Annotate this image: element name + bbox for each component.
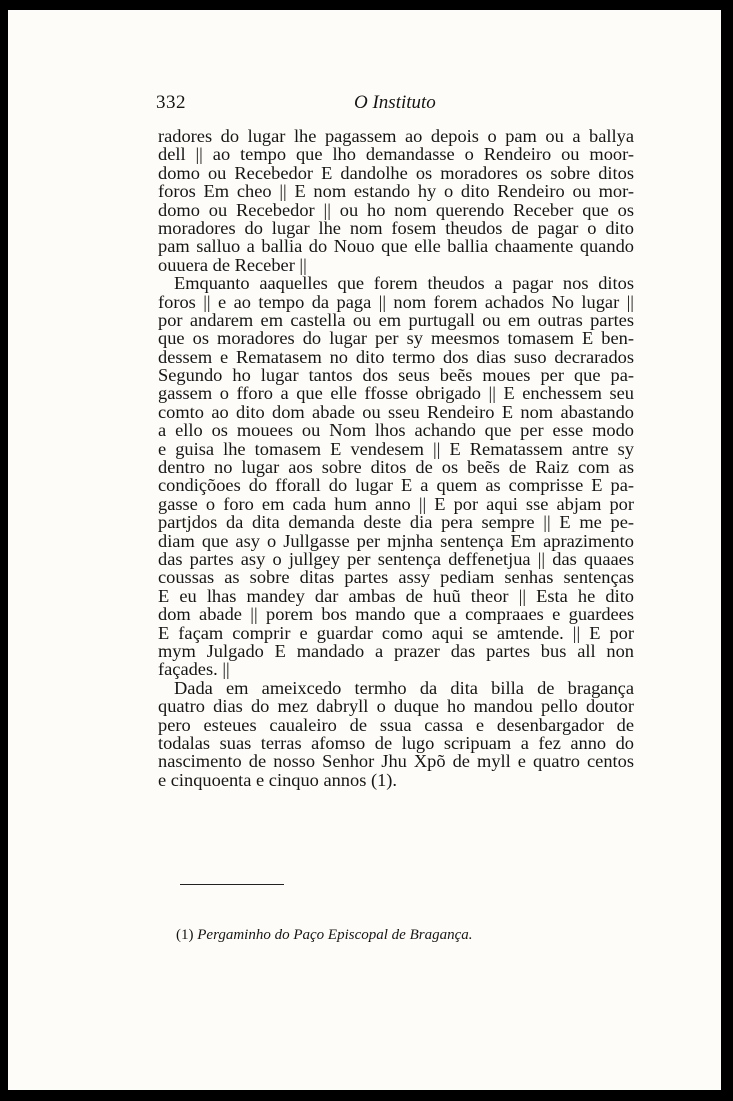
text-line: foros Em cheo || E nom estando hy o dito Rendeiro ou mor-: [158, 181, 634, 202]
text-line: domo ou Recebedor || ou ho nom querendo Receber que os: [158, 199, 634, 220]
text-line: por andarem em castella ou em purtugall ou em outras partes: [158, 309, 634, 330]
text-line: pero esteues caualeiro de ssua cassa e desenbargador de: [158, 714, 634, 735]
text-line: e cinquoenta e cinquo annos (1).: [158, 769, 397, 790]
text-line: partjdos da dita demanda deste dia pera sempre || E me pe-: [158, 512, 634, 533]
page-number: 332: [156, 92, 186, 113]
footnote-rule: [180, 884, 284, 885]
text-line: Emquanto aaquelles que forem theudos a pagar nos ditos: [174, 273, 634, 294]
text-line: a ello os mouees ou Nom lhos achando que per esse modo: [158, 420, 634, 441]
text-line: diam que asy o Jullgasse per mjnha sentença Em aprazimento: [158, 530, 634, 551]
text-line: radores do lugar lhe pagassem ao depois o pam ou a ballya: [158, 126, 634, 146]
footnote-source: Pergaminho do Paço Episcopal de Bragança.: [197, 927, 473, 943]
running-header: [156, 92, 556, 116]
text-line: todalas suas terras afomso de lugo scripuam a fez anno do: [158, 732, 634, 753]
text-line: gassem o fforo a que elle ffosse obrigado || E enchessem seu: [158, 383, 634, 404]
text-line: dell || ao tempo que lho demandasse o Rendeiro ou moor-: [158, 144, 634, 165]
text-line: E façam comprir e guardar como aqui se amtende. || E por: [158, 622, 634, 643]
text-line: dom abade || porem bos mando que a compraaes e guardees: [158, 604, 634, 625]
text-line: mym Julgado E mandado a prazer das partes bus all non: [158, 640, 634, 661]
text-line: gasse o foro em cada hum anno || E por aqui sse abjam por: [158, 493, 634, 514]
text-line: quatro dias do mez dabryll o duque ho mandou pello doutor: [158, 696, 634, 717]
running-title: O Instituto: [354, 92, 436, 113]
book-page: [8, 10, 721, 1090]
text-line: e guisa lhe tomasem E vendesem || E Rematassem antre sy: [158, 438, 634, 459]
text-line: das partes asy o jullgey per sentença deffenetjua || das quaaes: [158, 548, 634, 569]
text-line: moradores do lugar lhe nom fosem theudos de pagar o dito: [158, 217, 634, 238]
text-line: dentro no lugar aos sobre ditos de os beẽs de Raiz com as: [158, 457, 634, 478]
text-line: domo ou Recebedor E dandolhe os moradores os sobre ditos: [158, 162, 634, 183]
text-line: nascimento de nosso Senhor Jhu Xpõ de myll e quatro centos: [158, 751, 634, 772]
text-line: que os moradores do lugar per sy meesmos tomasem E ben-: [158, 328, 634, 349]
text-line: foros || e ao tempo da paga || nom forem achados No lugar ||: [158, 291, 634, 312]
text-line: pam salluo a ballia do Nouo que elle ballia chaamente quando: [158, 236, 634, 257]
text-line: E eu lhas mandey dar ambas de huũ theor || Esta he dito: [158, 585, 634, 606]
footnote: [176, 927, 472, 944]
text-line: façades. ||: [158, 659, 230, 680]
body-text: [158, 127, 634, 789]
text-line: dessem e Rematasem no dito termo dos dias suso decrarados: [158, 346, 634, 367]
text-line: condiçõoes do fforall do lugar E a quem as comprisse E pa-: [158, 475, 634, 496]
footnote-marker: (1): [176, 927, 194, 943]
text-line: comto ao dito dom abade ou sseu Rendeiro E nom abastando: [158, 401, 634, 422]
text-line: Segundo ho lugar tantos dos seus beẽs moues per que pa-: [158, 365, 634, 386]
text-line: ouuera de Receber ||: [158, 254, 307, 275]
text-line: Dada em ameixcedo termho da dita billa de bragança: [174, 677, 634, 698]
text-line: coussas as sobre ditas partes assy pediam senhas sentenças: [158, 567, 634, 588]
